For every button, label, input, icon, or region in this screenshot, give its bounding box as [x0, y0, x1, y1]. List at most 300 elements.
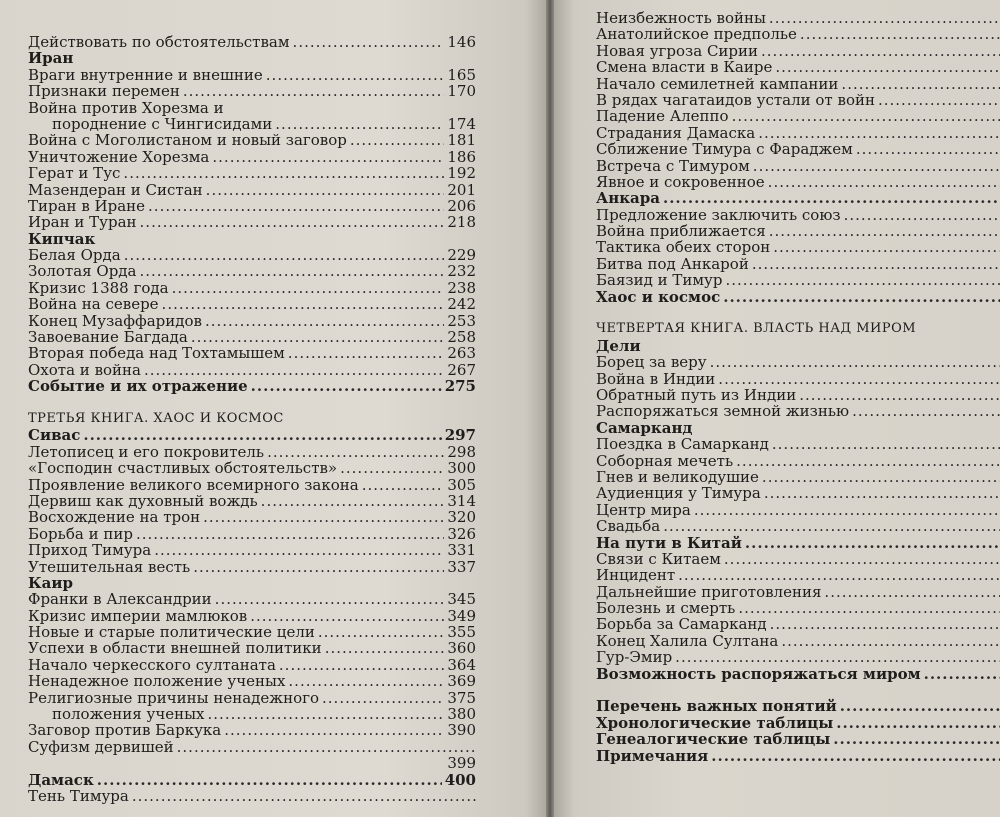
- toc-page-number: 206: [447, 196, 476, 215]
- toc-entry: [28, 198, 476, 214]
- toc-entry-title: Борьба за Самарканд: [596, 615, 767, 634]
- toc-page-number: 263: [447, 344, 476, 363]
- toc-dot-leader: [266, 67, 445, 83]
- toc-entry: [596, 158, 1000, 174]
- toc-entry: [596, 272, 1000, 288]
- toc-entry-title: Хаос и космос: [596, 287, 721, 306]
- toc-section-heading: [28, 50, 476, 66]
- toc-entry: [596, 403, 1000, 419]
- toc-entry-title: В рядах чагатаидов устали от войн: [596, 90, 875, 109]
- toc-dot-leader: [97, 772, 442, 788]
- toc-page-number: 314: [447, 491, 476, 510]
- toc-entry-title: Война с Моголистаном и новый заговор: [28, 131, 347, 150]
- toc-entry-title: Распоряжаться земной жизнью: [596, 402, 850, 421]
- toc-entry: [596, 387, 1000, 403]
- toc-entry-title: Война в Индии: [596, 369, 716, 388]
- toc-entry: [28, 345, 476, 361]
- toc-page-number: 305: [447, 475, 476, 494]
- toc-dot-leader: [140, 214, 445, 230]
- toc-dot-leader: [288, 345, 445, 361]
- toc-entry-title: Анкара: [596, 189, 660, 208]
- toc-dot-leader: [878, 92, 1000, 108]
- toc-entry-title: Дервиш как духовный вождь: [28, 491, 258, 510]
- toc-entry-title: Охота и война: [28, 360, 141, 379]
- toc-section-heading: [596, 420, 1000, 436]
- toc-dot-leader: [322, 690, 444, 706]
- toc-page-number: 369: [447, 672, 476, 691]
- toc-book-heading: [28, 411, 476, 427]
- toc-entry: [28, 460, 476, 476]
- toc-entry: [28, 362, 476, 378]
- toc-entry-title: Уничтожение Хорезма: [28, 147, 210, 166]
- toc-entry-title: Встреча с Тимуром: [596, 156, 750, 175]
- toc-entry-title: Соборная мечеть: [596, 451, 734, 470]
- toc-page-number: 390: [447, 721, 476, 740]
- toc-entry-title: Тень Тимура: [28, 786, 129, 805]
- toc-spacer: [596, 305, 1000, 321]
- toc-entry: [28, 182, 476, 198]
- toc-page-number: 355: [447, 623, 476, 642]
- toc-dot-leader: [193, 559, 444, 575]
- toc-page-number: 400: [444, 770, 476, 789]
- book-spine: [546, 0, 554, 817]
- toc-dot-leader: [840, 698, 1000, 714]
- toc-entry-title: Центр мира: [596, 500, 691, 519]
- toc-entry-title: Религиозные причины ненадежного: [28, 688, 320, 707]
- toc-entry: [596, 551, 1000, 567]
- toc-dot-leader: [124, 247, 445, 263]
- toc-dot-leader: [924, 666, 1000, 682]
- toc-page-number: 349: [447, 606, 476, 625]
- toc-entry: [596, 600, 1000, 616]
- toc-entry: [28, 788, 476, 804]
- toc-entry-title: Завоевание Багдада: [28, 328, 188, 347]
- toc-entry-title: Вторая победа над Тохтамышем: [28, 344, 285, 363]
- toc-page-number: 300: [447, 459, 476, 478]
- toc-entry-title: Конец Халила Султана: [596, 631, 779, 650]
- toc-entry-title: Иран и Туран: [28, 213, 137, 232]
- toc-dot-leader: [340, 460, 444, 476]
- toc-dot-leader: [723, 289, 1000, 305]
- toc-page-number: 186: [447, 147, 476, 166]
- toc-entry-title: Перечень важных понятий: [596, 697, 837, 716]
- toc-entry-title: Анатолийское предполье: [596, 25, 797, 44]
- toc-entry-title: Новая угроза Сирии: [596, 41, 759, 60]
- toc-entry-title: Обратный путь из Индии: [596, 385, 797, 404]
- toc-entry-title: Борец за веру: [596, 353, 707, 372]
- toc-entry: [28, 149, 476, 165]
- toc-entry: [596, 141, 1000, 157]
- toc-entry-title: Сивас: [28, 426, 81, 445]
- toc-dot-leader: [856, 141, 1000, 157]
- toc-dot-leader: [694, 502, 1000, 518]
- toc-entry: [28, 67, 476, 83]
- toc-dot-leader: [148, 198, 444, 214]
- toc-dot-leader: [758, 125, 1000, 141]
- toc-entry: [28, 722, 476, 738]
- toc-entry: [596, 76, 1000, 92]
- toc-page-number: 192: [447, 164, 476, 183]
- toc-entry-title: Новые и старые политические цели: [28, 623, 315, 642]
- toc-entry-title: Битва под Анкарой: [596, 254, 749, 273]
- toc-entry: [28, 296, 476, 312]
- toc-entry: [596, 649, 1000, 665]
- toc-entry: [28, 247, 476, 263]
- toc-entry-title: Гнев и великодушие: [596, 467, 759, 486]
- toc-entry-title: Конец Музаффаридов: [28, 311, 202, 330]
- toc-entry: [28, 493, 476, 509]
- toc-entry-title: Тактика обеих сторон: [596, 238, 771, 257]
- toc-entry: [28, 313, 476, 329]
- toc-page-number: 337: [447, 557, 476, 576]
- toc-dot-leader: [710, 354, 1000, 370]
- toc-entry-title: Начало семилетней кампании: [596, 74, 839, 93]
- toc-entry-title: Генеалогические таблицы: [596, 730, 831, 749]
- toc-dot-leader: [775, 59, 1000, 75]
- toc-page-number: 331: [447, 541, 476, 560]
- toc-entry: [596, 535, 1000, 551]
- toc-dot-leader: [162, 296, 445, 312]
- toc-entry: [28, 132, 476, 148]
- toc-entry: [596, 502, 1000, 518]
- toc-entry-title: «Господин счастливых обстоятельств»: [28, 459, 338, 478]
- toc-entry: [28, 608, 476, 624]
- toc-entry: [28, 640, 476, 656]
- toc-entry: [596, 108, 1000, 124]
- toc-dot-leader: [833, 731, 1000, 747]
- toc-page-number: 345: [447, 590, 476, 609]
- toc-entry: [28, 427, 476, 443]
- toc-entry-title: Проявление великого всемирного закона: [28, 475, 359, 494]
- toc-page-number: 258: [447, 328, 476, 347]
- toc-entry: [28, 542, 476, 558]
- toc-entry-title: Летописец и его покровитель: [28, 442, 265, 461]
- toc-dot-leader: [781, 633, 1000, 649]
- toc-entry-title: Инцидент: [596, 566, 676, 585]
- toc-entry: [596, 223, 1000, 239]
- toc-page-number: 229: [447, 246, 476, 265]
- toc-entry-title: Кризис империи мамлюков: [28, 606, 248, 625]
- toc-entry: [596, 207, 1000, 223]
- toc-entry: [596, 10, 1000, 26]
- toc-dot-leader: [761, 43, 1000, 59]
- toc-entry-title: Возможность распоряжаться миром: [596, 664, 921, 683]
- toc-entry-title: Действовать по обстоятельствам: [28, 33, 290, 51]
- toc-entry: [28, 378, 476, 394]
- toc-entry-title: Примечания: [596, 746, 709, 765]
- toc-dot-leader: [844, 207, 1000, 223]
- toc-entry: [28, 116, 476, 132]
- toc-dot-leader: [736, 453, 1000, 469]
- toc-entry: [28, 657, 476, 673]
- toc-entry: [28, 34, 476, 50]
- toc-entry-title: Белая Орда: [28, 246, 121, 265]
- toc-entry: [28, 559, 476, 575]
- toc-page-number: 298: [447, 442, 476, 461]
- toc-dot-leader: [772, 436, 1000, 452]
- toc-entry: [28, 739, 476, 755]
- toc-entry-title: Баязид и Тимур: [596, 271, 723, 290]
- toc-dot-leader: [279, 657, 444, 673]
- toc-section-heading: [28, 575, 476, 591]
- toc-entry: [28, 624, 476, 640]
- toc-entry: [28, 83, 476, 99]
- toc-entry-title: ТРЕТЬЯ КНИГА. ХАОС И КОСМОС: [28, 410, 284, 426]
- toc-page-number: 267: [447, 360, 476, 379]
- toc-dot-leader: [177, 739, 476, 755]
- toc-entry: [28, 444, 476, 460]
- toc-dot-leader: [224, 722, 444, 738]
- toc-entry-title: Событие и их отражение: [28, 377, 248, 396]
- toc-entry-title: Герат и Тус: [28, 164, 121, 183]
- toc-entry: [28, 706, 476, 722]
- toc-dot-leader: [318, 624, 445, 640]
- toc-dot-leader: [293, 34, 445, 50]
- toc-entry-title: Каир: [28, 573, 73, 592]
- toc-entry: [596, 748, 1000, 764]
- toc-entry-title: Дели: [596, 336, 641, 355]
- toc-dot-leader: [288, 673, 444, 689]
- toc-entry-title: Свадьба: [596, 517, 661, 536]
- toc-entry-title: Иран: [28, 49, 74, 68]
- toc-dot-leader: [191, 329, 445, 345]
- toc-entry-title: Враги внутренние и внешние: [28, 65, 263, 84]
- toc-entry-title: Связи с Китаем: [596, 549, 721, 568]
- toc-dot-leader: [362, 477, 445, 493]
- toc-entry-title: Смена власти в Каире: [596, 58, 773, 77]
- toc-entry-title: Мазендеран и Систан: [28, 180, 203, 199]
- toc-dot-leader: [764, 485, 1000, 501]
- toc-dot-leader: [762, 469, 1000, 485]
- toc-entry-title: Падение Алеппо: [596, 107, 729, 126]
- toc-dot-leader: [267, 444, 444, 460]
- toc-dot-leader: [206, 182, 445, 198]
- toc-page-number: 242: [447, 295, 476, 314]
- toc-entry: [596, 125, 1000, 141]
- toc-entry-title: Гур-Эмир: [596, 648, 673, 667]
- toc-dot-leader: [275, 116, 444, 132]
- toc-entry-title: Начало черкесского султаната: [28, 655, 276, 674]
- toc-entry-title: Дальнейшие приготовления: [596, 582, 822, 601]
- toc-dot-leader: [852, 403, 1000, 419]
- toc-entry: [596, 698, 1000, 714]
- toc-dot-leader: [769, 223, 1000, 239]
- toc-entry: [596, 289, 1000, 305]
- toc-entry-title: Явное и сокровенное: [596, 172, 765, 191]
- toc-dot-leader: [212, 149, 444, 165]
- toc-dot-leader: [675, 649, 1000, 665]
- toc-dot-leader: [132, 788, 476, 804]
- toc-entry-title: Аудиенция у Тимура: [596, 484, 761, 503]
- toc-dot-leader: [663, 190, 1000, 206]
- right-table-of-contents: [596, 10, 1000, 764]
- toc-dot-leader: [800, 26, 1000, 42]
- toc-entry-title: Война на севере: [28, 295, 159, 314]
- toc-entry: [596, 633, 1000, 649]
- toc-page-number: 170: [447, 82, 476, 101]
- toc-entry: [28, 165, 476, 181]
- toc-dot-leader: [663, 518, 1000, 534]
- toc-entry: [596, 174, 1000, 190]
- toc-entry-title: породнение с Чингисидами: [52, 114, 273, 133]
- toc-page-number: 218: [447, 213, 476, 232]
- toc-dot-leader: [732, 108, 1000, 124]
- toc-entry: [596, 453, 1000, 469]
- toc-page-number: 165: [447, 65, 476, 84]
- toc-page-number: 360: [447, 639, 476, 658]
- toc-page-number: 380: [447, 705, 476, 724]
- toc-dot-leader: [836, 715, 1000, 731]
- toc-dot-leader: [678, 567, 1000, 583]
- toc-dot-leader: [738, 600, 1000, 616]
- toc-entry: [28, 509, 476, 525]
- toc-entry: [596, 731, 1000, 747]
- toc-entry: [28, 526, 476, 542]
- toc-entry-title: Тиран в Иране: [28, 196, 146, 215]
- toc-entry: [28, 263, 476, 279]
- toc-entry: [596, 190, 1000, 206]
- toc-entry: [28, 214, 476, 230]
- toc-dot-leader: [724, 551, 1000, 567]
- toc-entry: [28, 477, 476, 493]
- toc-entry-title: Война против Хорезма и: [28, 98, 224, 117]
- toc-entry-title: Золотая Орда: [28, 262, 137, 281]
- toc-entry: [28, 755, 476, 771]
- toc-page-number: 375: [447, 688, 476, 707]
- toc-page-number: 320: [447, 508, 476, 527]
- toc-page-number: 238: [447, 278, 476, 297]
- toc-entry: [596, 666, 1000, 682]
- toc-page-number: 399: [447, 754, 476, 773]
- toc-entry: [596, 371, 1000, 387]
- toc-page-number: 253: [447, 311, 476, 330]
- toc-page-number: 232: [447, 262, 476, 281]
- toc-entry-title: Утешительная весть: [28, 557, 191, 576]
- toc-dot-leader: [123, 165, 444, 181]
- toc-section-heading: [28, 231, 476, 247]
- toc-page-number: 326: [447, 524, 476, 543]
- toc-dot-leader: [144, 362, 444, 378]
- toc-entry: [596, 518, 1000, 534]
- toc-entry: [596, 92, 1000, 108]
- toc-page-number: 146: [447, 33, 476, 51]
- toc-entry-title: Приход Тимура: [28, 541, 152, 560]
- toc-dot-leader: [183, 83, 445, 99]
- toc-dot-leader: [136, 526, 444, 542]
- toc-dot-leader: [725, 272, 1000, 288]
- toc-entry-title: Самарканд: [596, 418, 693, 437]
- toc-entry-title: Неизбежность войны: [596, 9, 766, 27]
- toc-entry: [596, 26, 1000, 42]
- toc-dot-leader: [208, 706, 445, 722]
- toc-dot-leader: [350, 132, 444, 148]
- toc-entry: [596, 715, 1000, 731]
- toc-entry-title: Кризис 1388 года: [28, 278, 169, 297]
- toc-dot-leader: [325, 640, 445, 656]
- toc-dot-leader: [140, 263, 445, 279]
- toc-dot-leader: [172, 280, 445, 296]
- toc-entry: [596, 567, 1000, 583]
- toc-entry: [28, 280, 476, 296]
- toc-dot-leader: [799, 387, 1000, 403]
- toc-page-number: 201: [447, 180, 476, 199]
- toc-dot-leader: [261, 493, 445, 509]
- toc-entry: [596, 354, 1000, 370]
- toc-dot-leader: [745, 535, 1000, 551]
- toc-entry-title: Суфизм дервишей: [28, 737, 174, 756]
- toc-entry: [596, 239, 1000, 255]
- toc-dot-leader: [824, 584, 1000, 600]
- toc-entry: [28, 100, 476, 116]
- toc-entry: [596, 485, 1000, 501]
- toc-page-number: 364: [447, 655, 476, 674]
- toc-entry-title: Война приближается: [596, 222, 766, 241]
- toc-dot-leader: [215, 591, 445, 607]
- toc-entry-title: Признаки перемен: [28, 82, 180, 101]
- toc-entry: [28, 673, 476, 689]
- toc-entry-title: Сближение Тимура с Фараджем: [596, 140, 853, 159]
- toc-entry-title: положения ученых: [52, 705, 205, 724]
- toc-entry: [596, 616, 1000, 632]
- toc-entry-title: Поездка в Самарканд: [596, 435, 769, 454]
- toc-section-heading: [596, 338, 1000, 354]
- toc-spacer: [28, 395, 476, 411]
- toc-entry-title: Успехи в области внешней политики: [28, 639, 322, 658]
- toc-dot-leader: [770, 616, 1000, 632]
- toc-entry: [596, 469, 1000, 485]
- toc-entry-title: Борьба и пир: [28, 524, 133, 543]
- toc-entry: [596, 256, 1000, 272]
- toc-dot-leader: [251, 378, 442, 394]
- toc-entry: [28, 772, 476, 788]
- toc-dot-leader: [769, 10, 1000, 26]
- toc-book-heading: [596, 321, 1000, 337]
- toc-entry-title: Восхождение на трон: [28, 508, 201, 527]
- toc-entry-title: Страдания Дамаска: [596, 123, 756, 142]
- toc-entry-title: Предложение заключить союз: [596, 205, 841, 224]
- toc-entry-title: На пути в Китай: [596, 533, 742, 552]
- toc-entry-title: ЧЕТВЕРТАЯ КНИГА. ВЛАСТЬ НАД МИРОМ: [596, 321, 917, 337]
- left-table-of-contents: [28, 34, 476, 804]
- toc-entry-title: Болезнь и смерть: [596, 599, 736, 618]
- toc-dot-leader: [752, 256, 1000, 272]
- toc-spacer: [596, 682, 1000, 698]
- toc-page-number: 275: [444, 377, 476, 396]
- toc-page-number: 174: [447, 114, 476, 133]
- toc-entry-title: Заговор против Баркука: [28, 721, 222, 740]
- toc-dot-leader: [718, 371, 1000, 387]
- toc-page-number: 181: [447, 131, 476, 150]
- toc-entry: [596, 43, 1000, 59]
- toc-entry-title: Франки в Александрии: [28, 590, 212, 609]
- toc-dot-leader: [83, 427, 441, 443]
- toc-entry-title: Дамаск: [28, 770, 94, 789]
- toc-entry: [28, 591, 476, 607]
- toc-dot-leader: [154, 542, 444, 558]
- toc-dot-leader: [711, 748, 1000, 764]
- toc-dot-leader: [768, 174, 1000, 190]
- toc-entry-title: Кипчак: [28, 229, 96, 248]
- toc-entry: [596, 59, 1000, 75]
- toc-entry: [596, 436, 1000, 452]
- toc-dot-leader: [250, 608, 444, 624]
- toc-entry-title: Ненадежное положение ученых: [28, 672, 286, 691]
- toc-dot-leader: [841, 76, 1000, 92]
- toc-entry: [596, 584, 1000, 600]
- toc-dot-leader: [773, 239, 1000, 255]
- toc-dot-leader: [203, 509, 444, 525]
- toc-entry: [28, 690, 476, 706]
